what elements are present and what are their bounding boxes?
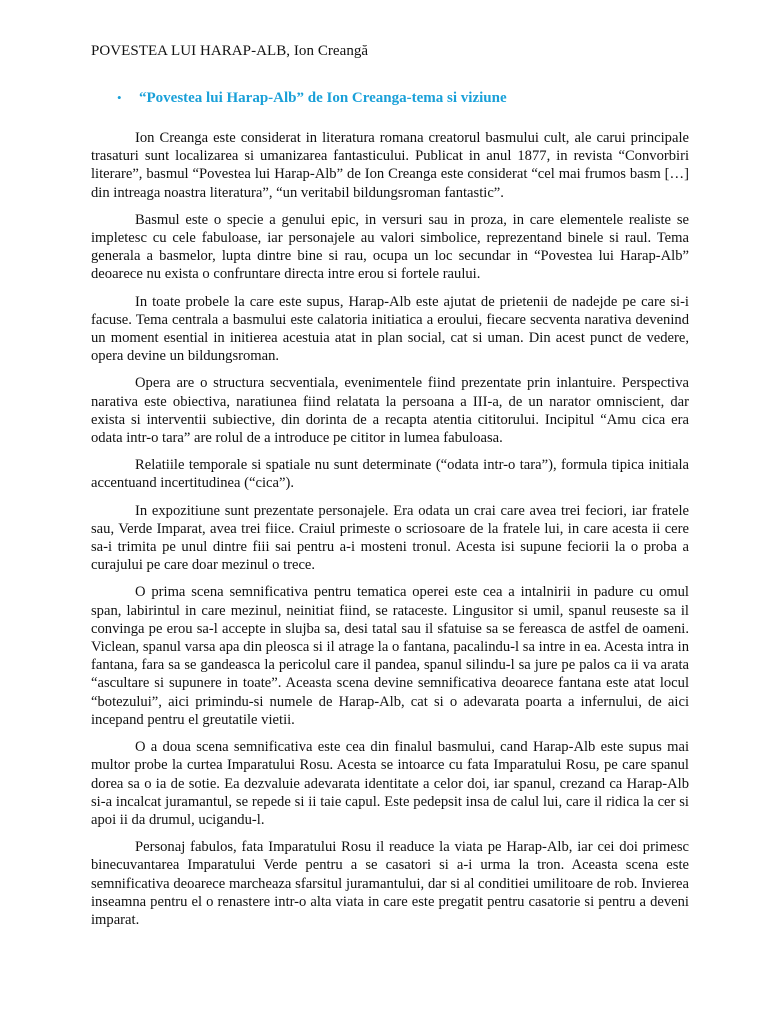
paragraph-7: O prima scena semnificativa pentru tematica operei este cea a intalnirii in padure cu omul span, labirintul in care mezinul, neinitiat fiind, se rataceste. Lingusitor si umil, spanul reuseste sa il convinga pe erou sa-l accepte in slujba sa, desi tatal sau il sfatuise sa se fereasca de astfel de oameni. Viclean, spanul varsa apa din pleosca si il atrage la o fantana, pacalindu-l sa intre in ea. Acesta intra in fantana, fara sa se gandeasca la pericolul care il pandea, spanul silindu-l sa jure pe palos ca ii va arata “ascultare si supunere in toate”. Aceasta scena devine semnificativa deoarece fantana este atat locul “botezului”, aici primindu-si numele de Harap-Alb, cat si o adevarata poarta a infernului, de aici incepand pentru el greutatile vietii. bbox=[91, 584, 689, 728]
paragraph-8: O a doua scena semnificativa este cea din finalul basmului, cand Harap-Alb este supus mai multor probe la curtea Imparatului Rosu. Acesta se intoarce cu fata Imparatului Rosu, pe care spanul dorea sa o ia de sotie. Ea dezvaluie adevarata identitate a celor doi, iar spanul, crezand ca Harap-Alb si-a incalcat juramantul, se repede si ii taie capul. Este pedepsit insa de calul lui, care il ridica la cer si apoi ii da drumul, ucigandu-l. bbox=[91, 739, 689, 828]
paragraph-3: In toate probele la care este supus, Harap-Alb este ajutat de prietenii de nadejde pe care si-i facuse. Tema centrala a basmului este calatoria initiatica a eroului, fiecare secventa narativa devenind un moment esential in initierea acestuia atat in plan social, cat si uman. Din acest punct de vedere, opera devine un bildungsroman. bbox=[91, 293, 689, 365]
bullet-icon: • bbox=[117, 90, 122, 105]
section-heading-row bbox=[117, 89, 689, 107]
document-body bbox=[91, 129, 689, 929]
section-heading: “Povestea lui Harap-Alb” de Ion Creanga-tema si viziune bbox=[139, 90, 507, 106]
document-header: POVESTEA LUI HARAP-ALB, Ion Creangă bbox=[91, 43, 369, 59]
paragraph-6: In expozitiune sunt prezentate personajele. Era odata un crai care avea trei feciori, iar fratele sau, Verde Imparat, avea trei fiice. Craiul primeste o scriosoare de la fratele lui, in care acesta ii cere sa-i trimita pe unul dintre fiii sai pentru a-i mosteni tronul. Acesta isi supune feciorii la o proba a curajului pe care doar mezinul o trece. bbox=[91, 502, 689, 574]
paragraph-9: Personaj fabulos, fata Imparatului Rosu il readuce la viata pe Harap-Alb, iar cei doi primesc binecuvantarea Imparatului Verde pentru a se casatori si a-i urma la tron. Aceasta scena este semnificativa deoarece marcheaza sfarsitul juramantului, dar si al conditiei umilitoare de rob. Invierea inseamna pentru el o renastere intr-o alta viata in care este pregatit pentru casatorie si pentru a deveni imparat. bbox=[91, 839, 689, 928]
paragraph-1: Ion Creanga este considerat in literatura romana creatorul basmului cult, ale carui principale trasaturi sunt localizarea si umanizarea fantasticului. Publicat in anul 1877, in revista “Convorbiri literare”, basmul “Povestea lui Harap-Alb” de Ion Creanga este considerat “cel mai frumos basm […] din intreaga noastra literatura”, “un veritabil bildungsroman fantastic”. bbox=[91, 130, 689, 201]
paragraph-5: Relatiile temporale si spatiale nu sunt determinate (“odata intr-o tara”), formula tipica initiala accentuand incertitudinea (“cica”). bbox=[91, 457, 689, 492]
paragraph-2: Basmul este o specie a genului epic, in versuri sau in proza, in care elementele realiste se impletesc cu cele fabuloase, iar personajele au valori simbolice, reprezentand binele si raul. Tema generala a basmelor, lupta dintre bine si rau, ocupa un loc secundar in “Povestea lui Harap-Alb” deoarece nu exista o confruntare directa intre erou si fortele raului. bbox=[91, 211, 689, 283]
paragraph-4: Opera are o structura secventiala, evenimentele fiind prezentate prin inlantuire. Perspectiva narativa este obiectiva, naratiunea fiind relatata la persoana a III-a, de un narator omniscient, dar exista si interventii subiective, din dorinta de a recapta atentia cititorului. Incipitul “Amu cica era odata intr-o tara” are rolul de a introduce pe cititor in lumea fabuloasa. bbox=[91, 375, 689, 447]
